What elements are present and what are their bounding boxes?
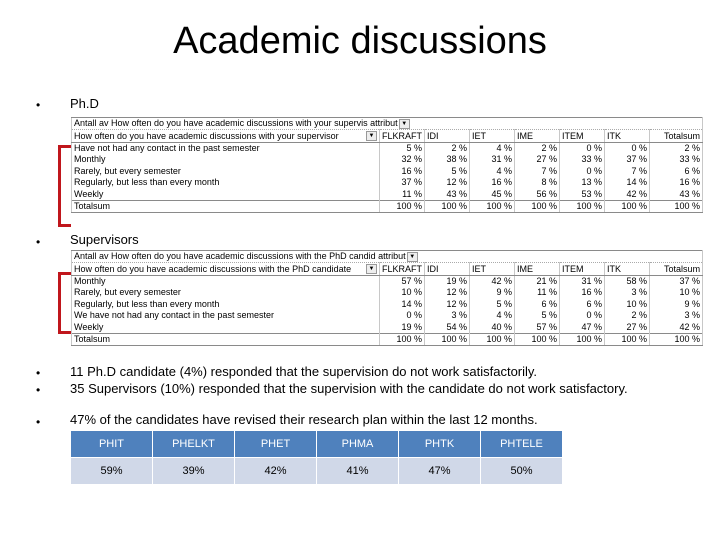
row-label: Have not had any contact in the past semester	[72, 142, 380, 154]
table-row	[72, 142, 703, 154]
value-cell: 3 %	[650, 310, 703, 321]
bullet-dot: •	[36, 98, 41, 112]
value-cell: 6 %	[515, 299, 560, 310]
value-cell: 10 %	[605, 299, 650, 310]
supervisors-pivot-table	[71, 250, 703, 346]
pivot-header-text: Antall av How often do you have academic discussions with the PhD candid attribut	[74, 251, 406, 262]
phd-pivot-table	[71, 117, 703, 213]
value-cell: 11 %	[380, 188, 425, 200]
value-cell: 5 %	[380, 142, 425, 154]
value-cell: 32 %	[380, 154, 425, 165]
value-cell: 33 %	[560, 154, 605, 165]
column-header: ITK	[605, 130, 650, 142]
value-cell: 0 %	[380, 310, 425, 321]
row-field-label: How often do you have academic discussions with your supervisor	[74, 130, 339, 141]
plan-value-cell: 47%	[399, 458, 481, 485]
stat-supervisors: 35 Supervisors (10%) responded that the supervision with the candidate do not work satisfactory.	[70, 381, 628, 396]
value-cell: 47 %	[560, 321, 605, 333]
value-cell: 21 %	[515, 275, 560, 287]
plan-header-cell: PHET	[235, 431, 317, 458]
value-cell: 3 %	[425, 310, 470, 321]
value-cell: 6 %	[650, 166, 703, 177]
value-cell: 56 %	[515, 188, 560, 200]
value-cell: 40 %	[470, 321, 515, 333]
value-cell: 100 %	[605, 333, 650, 345]
value-cell: 31 %	[560, 275, 605, 287]
value-cell: 27 %	[605, 321, 650, 333]
value-cell: 19 %	[380, 321, 425, 333]
row-label: Monthly	[72, 275, 380, 287]
value-cell: 4 %	[470, 142, 515, 154]
value-cell: 4 %	[470, 166, 515, 177]
plan-header-cell: PHTK	[399, 431, 481, 458]
value-cell: 10 %	[380, 287, 425, 298]
value-cell: 100 %	[515, 333, 560, 345]
value-cell: 5 %	[425, 166, 470, 177]
value-cell: 100 %	[515, 200, 560, 212]
table-row	[72, 299, 703, 310]
value-cell: 2 %	[425, 142, 470, 154]
column-header: FLKRAFT	[380, 263, 425, 275]
column-header: IME	[515, 130, 560, 142]
table-row	[72, 188, 703, 200]
row-label: Regularly, but less than every month	[72, 177, 380, 188]
value-cell: 100 %	[425, 200, 470, 212]
total-row	[72, 200, 703, 212]
table-row	[72, 275, 703, 287]
row-label: Weekly	[72, 321, 380, 333]
slide-title: Academic discussions	[173, 20, 547, 62]
value-cell: 100 %	[470, 200, 515, 212]
column-header: IME	[515, 263, 560, 275]
row-label: Regularly, but less than every month	[72, 299, 380, 310]
supervisors-heading: Supervisors	[70, 232, 139, 247]
value-cell: 100 %	[560, 333, 605, 345]
pivot-header	[72, 251, 703, 263]
value-cell: 12 %	[425, 287, 470, 298]
row-label: Monthly	[72, 154, 380, 165]
column-header: ITEM	[560, 263, 605, 275]
plan-header-cell: PHTELE	[481, 431, 563, 458]
column-header: IDI	[425, 130, 470, 142]
value-cell: 0 %	[560, 166, 605, 177]
value-cell: 31 %	[470, 154, 515, 165]
value-cell: 4 %	[470, 310, 515, 321]
filter-dropdown-icon[interactable]: ▼	[366, 131, 377, 141]
column-header: IET	[470, 263, 515, 275]
pivot-header-text: Antall av How often do you have academic discussions with your supervis attribut	[74, 118, 398, 129]
table-row	[72, 287, 703, 298]
value-cell: 2 %	[515, 142, 560, 154]
plan-header-cell: PHIT	[71, 431, 153, 458]
column-header: Totalsum	[650, 263, 703, 275]
row-label: Totalsum	[72, 333, 380, 345]
row-label: Rarely, but every semester	[72, 287, 380, 298]
plan-header-cell: PHMA	[317, 431, 399, 458]
value-cell: 9 %	[650, 299, 703, 310]
row-field-header	[72, 263, 380, 275]
value-cell: 9 %	[470, 287, 515, 298]
value-cell: 38 %	[425, 154, 470, 165]
value-cell: 42 %	[605, 188, 650, 200]
value-cell: 43 %	[650, 188, 703, 200]
value-cell: 57 %	[515, 321, 560, 333]
value-cell: 0 %	[560, 310, 605, 321]
value-cell: 33 %	[650, 154, 703, 165]
value-cell: 43 %	[425, 188, 470, 200]
plan-header-cell: PHELKT	[153, 431, 235, 458]
value-cell: 14 %	[605, 177, 650, 188]
pivot-header	[72, 118, 703, 130]
column-header: IDI	[425, 263, 470, 275]
value-cell: 16 %	[650, 177, 703, 188]
value-cell: 53 %	[560, 188, 605, 200]
value-cell: 100 %	[650, 200, 703, 212]
row-label: Weekly	[72, 188, 380, 200]
plan-value-cell: 59%	[71, 458, 153, 485]
value-cell: 12 %	[425, 177, 470, 188]
bullet-dot: •	[36, 383, 41, 397]
value-cell: 42 %	[470, 275, 515, 287]
value-cell: 14 %	[380, 299, 425, 310]
column-header: Totalsum	[650, 130, 703, 142]
value-cell: 0 %	[560, 142, 605, 154]
column-header: ITEM	[560, 130, 605, 142]
row-label: Totalsum	[72, 200, 380, 212]
row-field-header	[72, 130, 380, 142]
plan-value-cell: 41%	[317, 458, 399, 485]
table-row	[72, 154, 703, 165]
row-label: We have not had any contact in the past semester	[72, 310, 380, 321]
value-cell: 5 %	[470, 299, 515, 310]
value-cell: 19 %	[425, 275, 470, 287]
value-cell: 100 %	[470, 333, 515, 345]
plan-value-cell: 42%	[235, 458, 317, 485]
value-cell: 3 %	[605, 287, 650, 298]
research-plan-table	[70, 430, 563, 485]
table-row	[72, 321, 703, 333]
value-cell: 11 %	[515, 287, 560, 298]
value-cell: 0 %	[605, 142, 650, 154]
value-cell: 37 %	[380, 177, 425, 188]
value-cell: 16 %	[470, 177, 515, 188]
bullet-dot: •	[36, 366, 41, 380]
plan-value-cell: 39%	[153, 458, 235, 485]
value-cell: 100 %	[425, 333, 470, 345]
value-cell: 7 %	[605, 166, 650, 177]
value-cell: 100 %	[380, 200, 425, 212]
plan-value-cell: 50%	[481, 458, 563, 485]
red-bracket	[58, 272, 71, 334]
value-cell: 7 %	[515, 166, 560, 177]
value-cell: 45 %	[470, 188, 515, 200]
value-cell: 37 %	[650, 275, 703, 287]
column-header: FLKRAFT	[380, 130, 425, 142]
value-cell: 100 %	[605, 200, 650, 212]
bullet-dot: •	[36, 235, 41, 249]
value-cell: 8 %	[515, 177, 560, 188]
bullet-dot: •	[36, 415, 41, 429]
value-cell: 2 %	[605, 310, 650, 321]
value-cell: 27 %	[515, 154, 560, 165]
value-cell: 12 %	[425, 299, 470, 310]
table-row	[72, 177, 703, 188]
phd-heading: Ph.D	[70, 96, 99, 111]
value-cell: 57 %	[380, 275, 425, 287]
value-cell: 37 %	[605, 154, 650, 165]
value-cell: 10 %	[650, 287, 703, 298]
value-cell: 5 %	[515, 310, 560, 321]
value-cell: 100 %	[650, 333, 703, 345]
table-row	[72, 310, 703, 321]
value-cell: 2 %	[650, 142, 703, 154]
row-label: Rarely, but every semester	[72, 166, 380, 177]
column-header: ITK	[605, 263, 650, 275]
table-row	[72, 166, 703, 177]
value-cell: 6 %	[560, 299, 605, 310]
value-cell: 54 %	[425, 321, 470, 333]
value-cell: 16 %	[560, 287, 605, 298]
value-cell: 100 %	[560, 200, 605, 212]
column-header: IET	[470, 130, 515, 142]
total-row	[72, 333, 703, 345]
value-cell: 100 %	[380, 333, 425, 345]
value-cell: 13 %	[560, 177, 605, 188]
dropdown-arrow-icon[interactable]: ▼	[407, 252, 418, 262]
dropdown-arrow-icon[interactable]: ▼	[399, 119, 410, 129]
filter-dropdown-icon[interactable]: ▼	[366, 264, 377, 274]
stat-candidates: 11 Ph.D candidate (4%) responded that the supervision do not work satisfactorily.	[70, 364, 538, 379]
row-field-label: How often do you have academic discussions with the PhD candidate	[74, 263, 352, 274]
value-cell: 42 %	[650, 321, 703, 333]
red-bracket	[58, 145, 71, 227]
value-cell: 16 %	[380, 166, 425, 177]
stat-research-plan: 47% of the candidates have revised their research plan within the last 12 months.	[70, 412, 538, 427]
value-cell: 58 %	[605, 275, 650, 287]
